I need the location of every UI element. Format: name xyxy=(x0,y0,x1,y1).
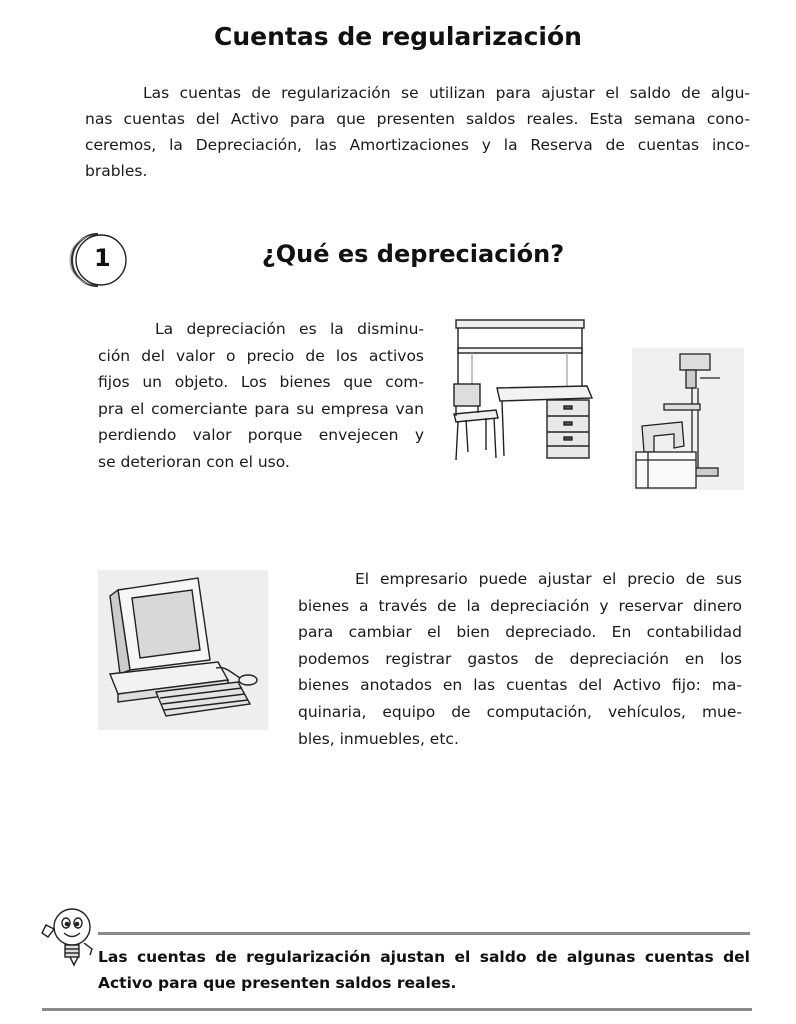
paragraph-line: para cambiar el bien depreciado. En contabilidad xyxy=(298,623,742,642)
intro-line: ceremos, la Depreciación, las Amortizaciones y la Reserva de cuentas inco- xyxy=(85,136,750,154)
paragraph-line: quinaria, equipo de computación, vehículos, mue- xyxy=(298,702,742,721)
sewing-machine-and-drill-press-illustration xyxy=(624,348,744,490)
paragraph-line: bienes anotados en las cuentas del Activo fijo: ma- xyxy=(298,676,742,695)
summary-top-divider xyxy=(98,932,750,935)
depreciation-definition-paragraph xyxy=(98,316,424,476)
desk-and-chair-illustration xyxy=(452,318,597,463)
desktop-computer-illustration xyxy=(98,570,268,730)
intro-line: brables. xyxy=(85,162,148,180)
paragraph-line: ción del valor o precio de los activos xyxy=(98,346,424,365)
paragraph-line: pra el comerciante para su empresa van xyxy=(98,399,424,418)
section-number-badge xyxy=(68,230,128,290)
depreciation-adjustment-paragraph xyxy=(298,566,742,752)
summary-line: Activo para que presenten saldos reales. xyxy=(98,974,457,992)
paragraph-line: perdiendo valor porque envejecen y xyxy=(98,426,424,445)
page-title: Cuentas de regularización xyxy=(214,22,582,51)
intro-paragraph xyxy=(85,80,750,184)
paragraph-line: bienes a través de la depreciación y reservar dinero xyxy=(298,596,742,615)
lightbulb-mascot-icon xyxy=(40,903,104,971)
summary-line: Las cuentas de regularización ajustan el saldo de algunas cuentas del xyxy=(98,948,750,966)
intro-line: nas cuentas del Activo para que presenten saldos reales. Esta semana cono- xyxy=(85,110,750,128)
paragraph-line: podemos registrar gastos de depreciación en los xyxy=(298,649,742,668)
paragraph-line: fijos un objeto. Los bienes que com- xyxy=(98,373,424,392)
paragraph-line: La depreciación es la disminu- xyxy=(155,320,424,338)
paragraph-line: bles, inmuebles, etc. xyxy=(298,729,459,748)
paragraph-line: El empresario puede ajustar el precio de sus xyxy=(355,570,742,588)
intro-line: Las cuentas de regularización se utilizan para ajustar el saldo de algu- xyxy=(143,84,750,102)
section-number: 1 xyxy=(94,244,111,272)
paragraph-line: se deterioran con el uso. xyxy=(98,452,290,471)
section-title: ¿Qué es depreciación? xyxy=(261,240,565,268)
summary-text xyxy=(98,944,750,996)
summary-bottom-divider xyxy=(42,1008,752,1011)
